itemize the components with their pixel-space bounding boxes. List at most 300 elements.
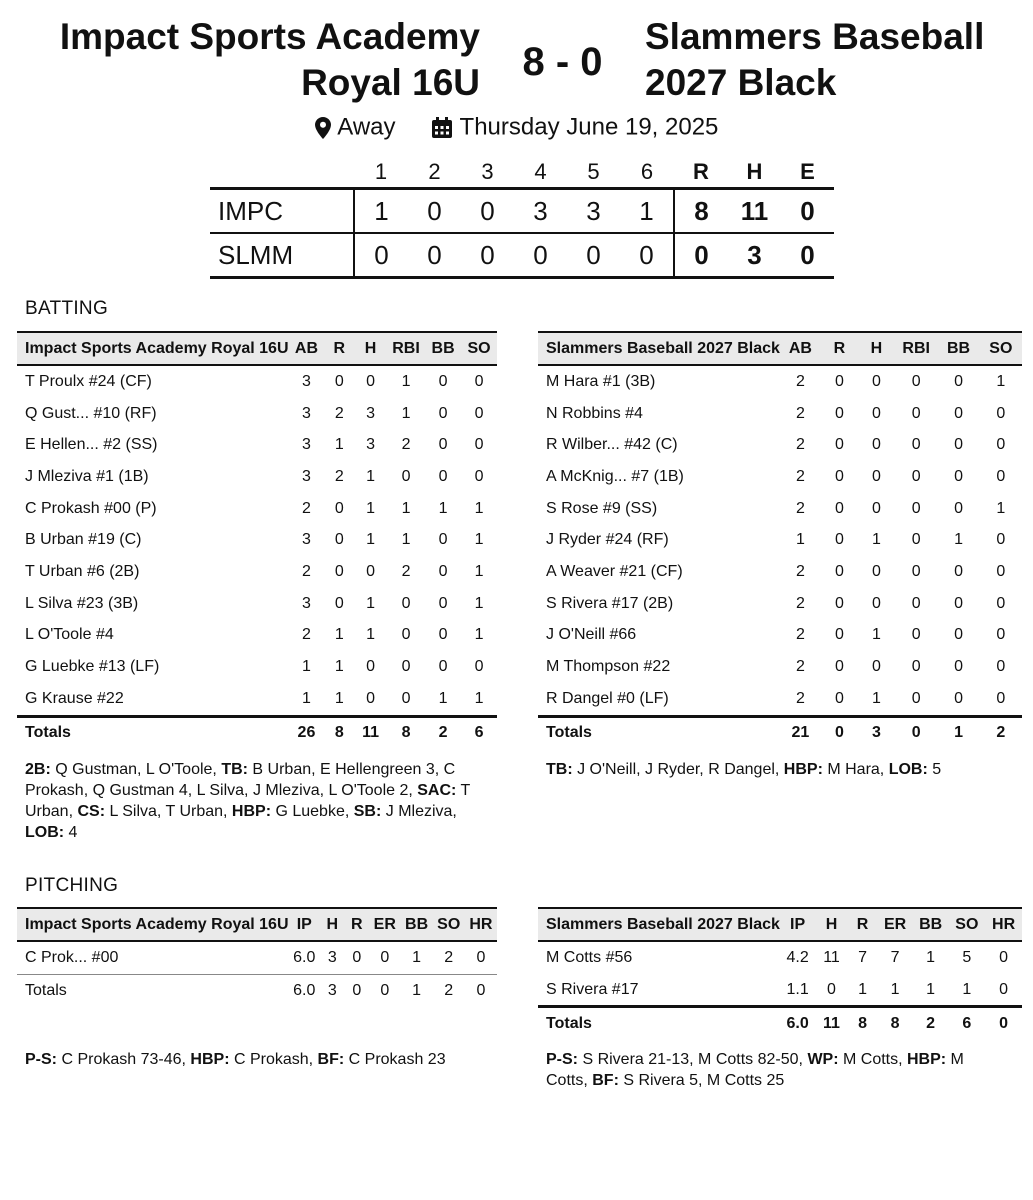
totals-value: 3 — [320, 974, 344, 1006]
table-row — [538, 620, 1022, 652]
stat-value: 1 — [962, 980, 972, 998]
table-row — [17, 461, 497, 493]
player-name: R Wilber... #42 (C) — [546, 436, 678, 454]
stat-value: 2 — [795, 689, 805, 707]
stat-column-header: SO — [949, 908, 986, 941]
stat-value: 2 — [795, 436, 805, 454]
stat-value: 2 — [334, 404, 344, 422]
note-label: HBP: — [783, 761, 823, 778]
runs-header: R — [674, 157, 728, 189]
stat-column-header: RBI — [387, 332, 425, 365]
stat-value: 0 — [954, 499, 963, 517]
table-row — [17, 493, 497, 525]
stat-value: 0 — [911, 404, 921, 422]
stat-value: 0 — [871, 404, 881, 422]
away-team-name — [0, 14, 480, 106]
note-text: Q Gustman, L O'Toole, — [50, 761, 222, 778]
note-text: L Silva, T Urban, — [105, 803, 232, 820]
totals-row — [17, 974, 497, 1006]
note-label: CS: — [77, 803, 106, 820]
note-label: 2B: — [25, 761, 51, 778]
table-row — [538, 365, 1022, 398]
stat-value: 0 — [366, 658, 376, 676]
totals-value: 8 — [324, 716, 354, 749]
player-name: S Rivera #17 (2B) — [546, 594, 674, 612]
stat-value: 2 — [795, 658, 805, 676]
stat-value: 0 — [834, 467, 844, 485]
stat-value: 1 — [474, 594, 484, 612]
stat-column-header: AB — [780, 332, 821, 365]
totals-value: 6.0 — [289, 974, 321, 1006]
table-row — [17, 620, 497, 652]
stat-value: 1 — [871, 626, 881, 644]
stat-value: 0 — [401, 467, 411, 485]
note-text: J O'Neill, J Ryder, R Dangel, — [572, 761, 784, 778]
table-row — [17, 683, 497, 716]
batting-section-title: BATTING — [25, 298, 109, 319]
location-text: Away — [337, 113, 396, 141]
team-column-header: Impact Sports Academy Royal 16U — [17, 332, 289, 365]
total-runs: 8 — [674, 189, 728, 234]
stat-column-header: HR — [465, 908, 497, 941]
stat-value: 3 — [302, 531, 311, 549]
stat-value: 1 — [302, 658, 311, 676]
table-row — [538, 941, 1022, 974]
stat-value: 0 — [996, 594, 1006, 612]
stat-value: 0 — [911, 467, 921, 485]
note-text: B Urban, E Hellengreen 3, C Prokash, Q Gustman 4, L Silva, J Mleziva, L O'Toole 2, — [25, 761, 456, 799]
totals-value: 3 — [858, 716, 895, 749]
stat-value: 0 — [996, 531, 1006, 549]
stat-value: 0 — [380, 948, 390, 966]
inning-header: 1 — [354, 157, 408, 189]
player-name: Q Gust... #10 (RF) — [25, 404, 157, 422]
team-abbr: IMPC — [210, 189, 354, 234]
stat-column-header: H — [815, 908, 848, 941]
team-column-header: Slammers Baseball 2027 Black — [538, 908, 780, 941]
stat-value: 1.1 — [786, 980, 809, 998]
stat-column-header: SO — [433, 908, 465, 941]
inning-header: 2 — [408, 157, 461, 189]
stat-column-header: BB — [401, 908, 433, 941]
stat-value: 0 — [474, 467, 484, 485]
stat-value: 0 — [334, 531, 344, 549]
stat-value: 0 — [871, 594, 881, 612]
batting-notes-home — [546, 759, 1026, 780]
inning-runs: 0 — [620, 233, 674, 278]
game-meta — [0, 113, 1033, 142]
stat-value: 1 — [401, 499, 411, 517]
totals-row — [17, 716, 497, 749]
stat-column-header: H — [858, 332, 895, 365]
stat-column-header: BB — [425, 332, 461, 365]
totals-value: 0 — [821, 716, 858, 749]
line-score-row — [210, 233, 834, 278]
team-abbr: SLMM — [210, 233, 354, 278]
table-header-row — [538, 908, 1022, 941]
player-name: G Luebke #13 (LF) — [25, 658, 160, 676]
totals-value: 26 — [289, 716, 325, 749]
totals-value: 2 — [433, 974, 465, 1006]
stat-value: 0 — [911, 499, 921, 517]
stat-value: 0 — [834, 404, 844, 422]
totals-label: Totals — [17, 974, 289, 1006]
stat-value: 2 — [334, 467, 344, 485]
note-label: WP: — [807, 1051, 839, 1068]
note-text: T Urban, — [25, 782, 470, 820]
stat-value: 3 — [302, 594, 311, 612]
table-row — [17, 429, 497, 461]
totals-value: 8 — [877, 1007, 912, 1040]
stat-value: 1 — [366, 594, 376, 612]
stat-value: 1 — [474, 499, 484, 517]
table-row — [17, 651, 497, 683]
stat-value: 0 — [438, 594, 448, 612]
inning-runs: 3 — [514, 189, 567, 234]
player-name: J Mleziva #1 (1B) — [25, 467, 149, 485]
stat-value: 3 — [366, 404, 376, 422]
stat-value: 0 — [476, 948, 486, 966]
stat-value: 1 — [334, 626, 344, 644]
stat-value: 0 — [954, 372, 963, 390]
stat-value: 2 — [795, 404, 805, 422]
table-row — [538, 588, 1022, 620]
totals-row — [538, 716, 1022, 749]
stat-value: 0 — [401, 689, 411, 707]
stat-column-header: R — [345, 908, 369, 941]
stat-value: 0 — [474, 404, 484, 422]
stat-value: 3 — [302, 372, 311, 390]
inning-header: 3 — [461, 157, 514, 189]
table-row — [17, 588, 497, 620]
note-text: C Prokash 23 — [344, 1051, 446, 1068]
table-row — [538, 651, 1022, 683]
player-name: A Weaver #21 (CF) — [546, 562, 683, 580]
stat-value: 0 — [401, 658, 411, 676]
stat-value: 1 — [871, 689, 881, 707]
player-name: L O'Toole #4 — [25, 626, 114, 644]
stat-value: 0 — [911, 372, 921, 390]
stat-value: 7 — [858, 948, 868, 966]
batting-table-home — [538, 331, 1022, 749]
note-text: S Rivera 21-13, M Cotts 82-50, — [578, 1051, 808, 1068]
stat-value: 2 — [444, 948, 454, 966]
stat-value: 0 — [834, 626, 844, 644]
totals-label: Totals — [17, 716, 289, 749]
stat-value: 0 — [954, 594, 963, 612]
stat-value: 0 — [334, 562, 344, 580]
stat-value: 1 — [366, 531, 376, 549]
stat-value: 0 — [954, 689, 963, 707]
game-date: Thursday June 19, 2025 — [459, 113, 719, 141]
player-name: J O'Neill #66 — [546, 626, 637, 644]
player-name: M Cotts #56 — [546, 948, 633, 966]
stat-value: 1 — [412, 948, 422, 966]
totals-value: 1 — [401, 974, 433, 1006]
pitching-notes-away — [25, 1049, 455, 1070]
stat-value: 4.2 — [786, 948, 809, 966]
stat-column-header: R — [324, 332, 354, 365]
stat-column-header: ER — [877, 908, 912, 941]
team-column-header: Impact Sports Academy Royal 16U — [17, 908, 289, 941]
table-row — [538, 556, 1022, 588]
player-name: G Krause #22 — [25, 689, 124, 707]
stat-value: 0 — [954, 626, 963, 644]
table-row — [538, 398, 1022, 430]
player-name: R Dangel #0 (LF) — [546, 689, 669, 707]
totals-value: 6.0 — [780, 1007, 815, 1040]
stat-value: 0 — [438, 562, 448, 580]
stat-value: 3 — [302, 404, 311, 422]
stat-column-header: HR — [985, 908, 1022, 941]
stat-value: 1 — [474, 531, 484, 549]
stat-value: 0 — [999, 980, 1009, 998]
stat-value: 2 — [795, 467, 805, 485]
note-label: SB: — [353, 803, 382, 820]
note-text: M Cotts, — [546, 1051, 964, 1089]
inning-runs: 0 — [461, 233, 514, 278]
note-label: TB: — [546, 761, 573, 778]
stat-value: 0 — [871, 658, 881, 676]
stat-value: 1 — [926, 948, 936, 966]
table-row — [17, 365, 497, 398]
stat-column-header: BB — [913, 908, 949, 941]
inning-runs: 0 — [514, 233, 567, 278]
stat-value: 1 — [334, 689, 344, 707]
player-name: C Prok... #00 — [25, 948, 119, 966]
total-errors: 0 — [781, 189, 834, 234]
stat-value: 3 — [327, 948, 337, 966]
table-row — [17, 556, 497, 588]
stat-value: 0 — [474, 436, 484, 454]
player-name: T Urban #6 (2B) — [25, 562, 140, 580]
stat-value: 0 — [366, 689, 376, 707]
note-label: HBP: — [190, 1051, 230, 1068]
inning-header: 5 — [567, 157, 620, 189]
stat-value: 0 — [834, 689, 844, 707]
stat-value: 1 — [858, 980, 868, 998]
totals-value: 6 — [949, 1007, 986, 1040]
stat-value: 1 — [366, 467, 376, 485]
table-header-row — [17, 332, 497, 365]
stat-value: 0 — [871, 499, 881, 517]
stat-value: 3 — [366, 436, 376, 454]
note-label: HBP: — [907, 1051, 947, 1068]
stat-value: 0 — [401, 626, 411, 644]
total-errors: 0 — [781, 233, 834, 278]
hits-header: H — [728, 157, 781, 189]
stat-value: 0 — [911, 689, 921, 707]
stat-value: 0 — [834, 562, 844, 580]
note-label: P-S: — [25, 1051, 57, 1068]
stat-value: 1 — [302, 689, 311, 707]
table-row — [538, 461, 1022, 493]
player-name: L Silva #23 (3B) — [25, 594, 139, 612]
player-name: J Ryder #24 (RF) — [546, 531, 669, 549]
totals-label: Totals — [538, 716, 780, 749]
stat-value: 0 — [999, 948, 1009, 966]
stat-value: 2 — [302, 626, 311, 644]
inning-header: 4 — [514, 157, 567, 189]
stat-value: 0 — [352, 948, 362, 966]
table-row — [17, 524, 497, 556]
inning-runs: 0 — [461, 189, 514, 234]
batting-notes-away — [25, 759, 470, 843]
note-label: LOB: — [25, 824, 65, 841]
stat-column-header: RBI — [895, 332, 937, 365]
inning-runs: 0 — [408, 233, 461, 278]
stat-value: 0 — [996, 467, 1006, 485]
stat-value: 2 — [795, 372, 805, 390]
inning-runs: 1 — [354, 189, 408, 234]
note-text: C Prokash, — [229, 1051, 318, 1068]
final-score: 8 - 0 — [522, 40, 603, 84]
totals-value: 0 — [465, 974, 497, 1006]
inning-runs: 3 — [567, 189, 620, 234]
stat-column-header: SO — [461, 332, 497, 365]
stat-value: 1 — [890, 980, 900, 998]
stat-value: 0 — [996, 626, 1006, 644]
stat-value: 2 — [302, 562, 311, 580]
stat-column-header: IP — [780, 908, 815, 941]
table-header-row — [538, 332, 1022, 365]
note-text: 4 — [64, 824, 78, 841]
inning-runs: 0 — [354, 233, 408, 278]
stat-column-header: BB — [937, 332, 979, 365]
stat-value: 0 — [438, 626, 448, 644]
stat-value: 0 — [911, 626, 921, 644]
stat-value: 1 — [366, 499, 376, 517]
stat-value: 1 — [795, 531, 805, 549]
stat-value: 1 — [366, 626, 376, 644]
stat-value: 0 — [366, 372, 376, 390]
stat-value: 0 — [996, 562, 1006, 580]
stat-value: 0 — [996, 436, 1006, 454]
note-text: S Rivera 5, M Cotts 25 — [618, 1072, 785, 1089]
home-team-name — [645, 14, 1030, 106]
total-hits: 11 — [728, 189, 781, 234]
table-header-row — [17, 908, 497, 941]
totals-value: 0 — [369, 974, 401, 1006]
stat-value: 0 — [438, 658, 448, 676]
stat-value: 0 — [366, 562, 376, 580]
inning-header: 6 — [620, 157, 674, 189]
note-text: M Cotts, — [838, 1051, 907, 1068]
pitching-table-away — [17, 907, 497, 1006]
stat-value: 1 — [954, 531, 963, 549]
note-label: SAC: — [417, 782, 457, 799]
stat-value: 0 — [911, 594, 921, 612]
stat-value: 2 — [795, 562, 805, 580]
line-score-row — [210, 189, 834, 234]
stat-value: 0 — [834, 594, 844, 612]
stat-value: 1 — [871, 531, 881, 549]
note-label: HBP: — [231, 803, 272, 820]
player-name: M Hara #1 (3B) — [546, 372, 656, 390]
stat-value: 11 — [823, 948, 840, 966]
stat-value: 1 — [438, 499, 448, 517]
totals-value: 6 — [461, 716, 497, 749]
stat-value: 0 — [834, 531, 844, 549]
note-label: BF: — [317, 1051, 345, 1068]
stat-value: 2 — [795, 594, 805, 612]
stat-value: 1 — [474, 626, 484, 644]
stat-value: 0 — [438, 404, 448, 422]
stat-value: 3 — [302, 436, 311, 454]
totals-value: 0 — [895, 716, 937, 749]
calendar-icon — [431, 117, 453, 139]
stat-value: 3 — [302, 467, 311, 485]
pitching-section-title: PITCHING — [25, 875, 119, 896]
stat-value: 1 — [401, 531, 411, 549]
stat-value: 0 — [954, 404, 963, 422]
stat-value: 0 — [827, 980, 836, 998]
note-text: C Prokash 73-46, — [57, 1051, 191, 1068]
totals-value: 8 — [848, 1007, 878, 1040]
stat-value: 2 — [795, 499, 805, 517]
stat-value: 0 — [996, 658, 1006, 676]
stat-value: 0 — [834, 658, 844, 676]
stat-value: 1 — [474, 562, 484, 580]
table-row — [538, 493, 1022, 525]
total-runs: 0 — [674, 233, 728, 278]
batting-table-away — [17, 331, 497, 749]
stat-value: 0 — [438, 372, 448, 390]
stat-value: 0 — [834, 499, 844, 517]
stat-value: 0 — [871, 467, 881, 485]
stat-value: 2 — [302, 499, 311, 517]
line-score-table — [210, 157, 834, 279]
stat-value: 1 — [334, 436, 344, 454]
table-row — [538, 429, 1022, 461]
stat-column-header: ER — [369, 908, 401, 941]
stat-value: 0 — [871, 562, 881, 580]
player-name: S Rose #9 (SS) — [546, 499, 658, 517]
totals-value: 2 — [913, 1007, 949, 1040]
table-row — [17, 398, 497, 430]
totals-value: 0 — [985, 1007, 1022, 1040]
stat-value: 1 — [996, 372, 1006, 390]
table-row — [538, 524, 1022, 556]
stat-value: 2 — [795, 626, 805, 644]
stat-value: 0 — [996, 404, 1006, 422]
player-name: T Proulx #24 (CF) — [25, 372, 152, 390]
stat-column-header: H — [354, 332, 387, 365]
stat-value: 0 — [911, 562, 921, 580]
stat-value: 0 — [834, 436, 844, 454]
stat-column-header: R — [821, 332, 858, 365]
stat-value: 2 — [401, 562, 411, 580]
stat-value: 0 — [954, 658, 963, 676]
note-label: BF: — [592, 1072, 619, 1089]
inning-runs: 0 — [408, 189, 461, 234]
pitching-notes-home — [546, 1049, 1006, 1091]
stat-column-header: IP — [289, 908, 321, 941]
stat-value: 0 — [911, 531, 921, 549]
totals-value: 2 — [425, 716, 461, 749]
note-text: M Hara, — [822, 761, 889, 778]
home-team-line1: Slammers Baseball — [645, 16, 985, 57]
stat-value: 0 — [834, 372, 844, 390]
stat-column-header: AB — [289, 332, 325, 365]
totals-row — [538, 1007, 1022, 1040]
note-text: 5 — [927, 761, 942, 778]
total-hits: 3 — [728, 233, 781, 278]
stat-value: 1 — [474, 689, 484, 707]
stat-value: 0 — [334, 499, 344, 517]
player-name: A McKnig... #7 (1B) — [546, 467, 684, 485]
table-row — [538, 683, 1022, 716]
